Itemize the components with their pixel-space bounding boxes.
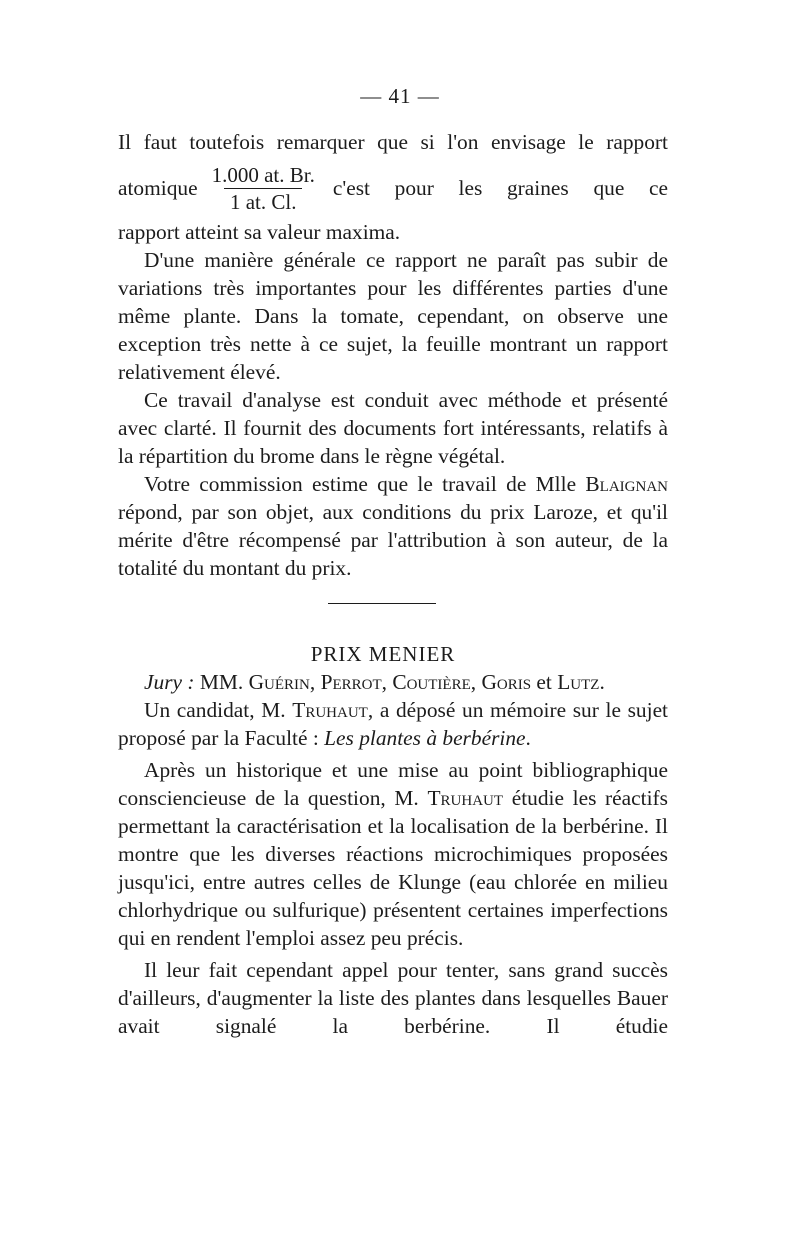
atomic-ratio-fraction: [206, 163, 321, 214]
fraction-numerator: 1.000 at. Br.: [211, 162, 315, 187]
jury-last-name: Lutz.: [557, 670, 605, 694]
paragraph-candidate: [118, 696, 668, 752]
ratio-line-rest: [333, 174, 668, 202]
ratio-word: que: [593, 176, 625, 200]
text-run: répond, par son objet, aux conditions du prix Laroze, et qu'il mérite d'être récompensé par l'attribution à son auteur, de la totalité du montant du prix.: [118, 500, 668, 580]
ratio-word: pour: [394, 176, 434, 200]
ratio-prefix: atomique: [118, 176, 198, 200]
ratio-word: ce: [649, 176, 668, 200]
text-run: .: [525, 726, 531, 750]
paragraph-bauer: Il leur fait cependant appel pour tenter, sans grand succès d'ailleurs, d'augmenter la liste des plantes dans lesquelles Bauer avait signalé la berbérine. Il étudie: [118, 958, 668, 1038]
text-run: Après un historique et une mise au point bibliographique consciencieuse de la question, M.: [118, 758, 668, 810]
text-run: Un candidat, M.: [144, 698, 293, 722]
paragraph-ratio-intro: Il faut toutefois remarquer que si l'on envisage le rapport: [118, 130, 668, 154]
paragraph-ratio-end: rapport atteint sa valeur maxima.: [118, 220, 401, 244]
fraction-denominator: 1 at. Cl.: [224, 188, 303, 214]
text-run: Votre commission estime que le travail de Mlle: [144, 472, 586, 496]
jury-label: Jury :: [144, 670, 195, 694]
ratio-word: les: [458, 176, 483, 200]
paragraph-commission: [118, 470, 668, 582]
jury-names: Guérin, Perrot, Coutière, Goris: [248, 670, 532, 694]
ratio-line: [118, 158, 668, 218]
ratio-word: graines: [506, 176, 569, 200]
page-body: [118, 128, 668, 1040]
paragraph-historique: [118, 756, 668, 952]
jury-line: [118, 668, 668, 696]
memoir-title: Les plantes à berbérine: [324, 726, 526, 750]
ratio-word: c'est: [332, 176, 370, 200]
text-run: étudie les réactifs permettant la caractérisation et la localisation de la berbérine. Il montre que les diverses réactions microchimiques proposées jusqu'ici, entre autres celles de Klunge (eau chlorée en milieu chlorhydrique ou sulfurique) présentent certaines imperfections qui en rendent l'emploi assez peu précis.: [118, 786, 668, 950]
section-title: PRIX MENIER: [310, 642, 456, 666]
jury-mm: MM.: [199, 670, 244, 694]
candidate-name: Truhaut: [292, 698, 368, 722]
paragraph-variations: D'une manière générale ce rapport ne paraît pas subir de variations très importantes pour les différentes parties d'une même plante. Dans la tomate, cependant, on observe une exception très nette à ce sujet, la feuille montrant un rapport relativement élevé.: [118, 248, 668, 384]
paragraph-analysis: Ce travail d'analyse est conduit avec méthode et présenté avec clarté. Il fournit des documents fort intéressants, relatifs à la répartition du brome dans le règne végétal.: [118, 388, 668, 468]
jury-conjunction: et: [536, 670, 552, 694]
text-run: , a déposé un mémoire sur le sujet proposé par la Faculté :: [118, 698, 669, 750]
page-number: — 41 —: [360, 84, 440, 108]
candidate-name: Truhaut: [427, 786, 504, 810]
section-divider: [328, 603, 436, 604]
candidate-name: Blaignan: [585, 472, 668, 496]
